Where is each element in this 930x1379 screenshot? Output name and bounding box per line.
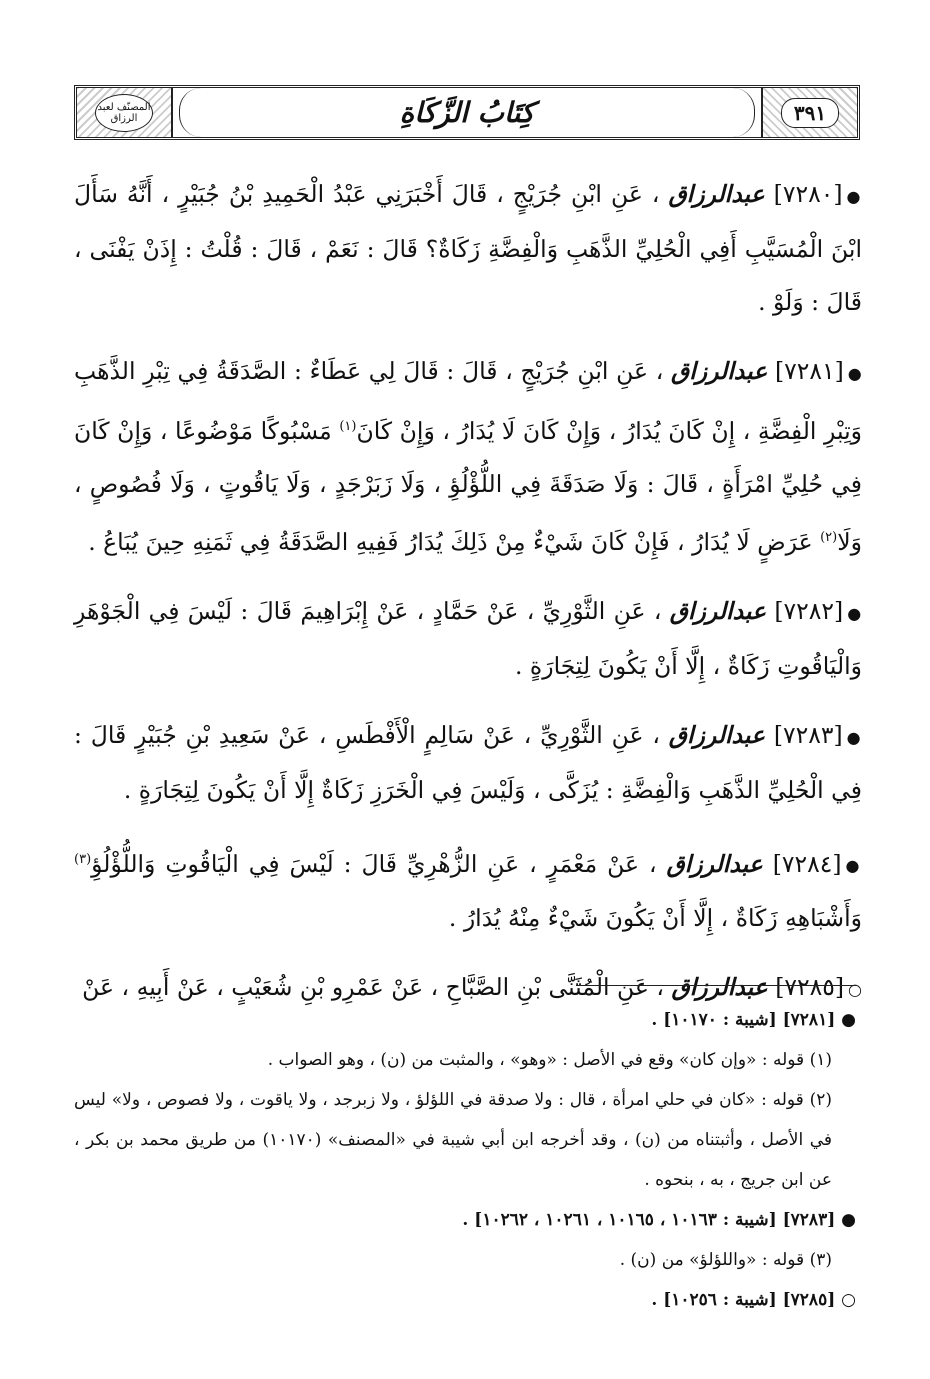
hadith-text: مَسْبُوكًا مَوْضُوعًا ، وَإِنْ كَانَ فِي حُلِيِّ امْرَأَةٍ ، قَالَ : وَلَا صَدَقَةَ فِي اللُّؤْلُؤِ ، وَلَا زَبَرْجَدٍ ، وَلَا يَاقُوتٍ ، وَلَا فُصُوصٍ ، وَلَا <box>74 416 862 556</box>
hadith-text: ، عَنِ الثَّوْرِيِّ ، عَنْ حَمَّادٍ ، عَنْ إِبْرَاهِيمَ قَالَ : لَيْسَ فِي الْجَوْهَرِ وَالْيَاقُوتِ زَكَاةٌ ، إِلَّا أَنْ يَكُونَ لِتِجَارَةٍ . <box>74 596 862 680</box>
hadith-number: [٧٢٨١] <box>774 357 844 385</box>
footnotes <box>74 1000 856 1320</box>
bullet-icon: ● <box>847 364 862 383</box>
hadith-number: [٧٢٨٤] <box>772 849 842 878</box>
page-number-frame <box>761 88 857 137</box>
source-reference: ○ [٧٢٨٥] [شيبة : ١٠٢٥٦] . <box>651 1290 856 1310</box>
hadith-text: ، عَنِ ابْنِ جُرَيْجٍ ، قَالَ أَخْبَرَنِي عَبْدُ الْحَمِيدِ بْنُ جُبَيْرٍ ، أَنَّهُ سَأَلَ ابْنَ الْمُسَيَّبِ أَفِي الْحُلِيِّ الذَّهَبِ وَالْفِضَّةِ زَكَاةٌ؟ قَالَ : نَعَمْ ، قَالَ : قُلْتُ : إِذَنْ يَفْنَى ، قَالَ : وَلَوْ . <box>74 180 862 316</box>
footnote-marker[interactable]: (١) <box>339 419 357 434</box>
hadith-entry <box>74 345 862 569</box>
hadith-text: ، عَنْ مَعْمَرٍ ، عَنِ الزُّهْرِيِّ قَالَ : لَيْسَ فِي الْيَاقُوتِ وَاللُّؤْلُؤِ <box>91 849 657 878</box>
hadith-text: ، عَنِ الْمُثَنَّى بْنِ الصَّبَّاحِ ، عَنْ عَمْرِو بْنِ شُعَيْبٍ ، عَنْ أَبِيهِ ، عَنْ <box>82 973 664 1002</box>
source-reference: ● [٧٢٨٣] [شيبة : ١٠١٦٣ ، ١٠١٦٥ ، ١٠٢٦١ ، ١٠٢٦٢] . <box>462 1210 856 1230</box>
hadith-number: [٧٢٨٠] <box>773 180 843 208</box>
author: عبدالرزاق <box>666 849 763 878</box>
author: عبدالرزاق <box>669 596 767 625</box>
hadith-entry <box>74 585 862 693</box>
footnote: (٣) قوله : «واللؤلؤ» من (ن) . <box>619 1250 832 1270</box>
hadith-text: ، عَنِ الثَّوْرِيِّ ، عَنْ سَالِمٍ الْأَفْطَسِ ، عَنْ سَعِيدِ بْنِ جُبَيْرٍ قَالَ : فِي الْحُلِيِّ الذَّهَبِ وَالْفِضَّةِ : يُزَكَّى ، وَلَيْسَ فِي الْخَرَزِ زَكَاةٌ إِلَّا أَنْ يَكُونَ لِتِجَارَةٍ . <box>74 720 862 804</box>
hadith-number: [٧٢٨٥] <box>775 973 845 1002</box>
author: عبدالرزاق <box>671 973 768 1002</box>
bullet-icon: ● <box>846 727 862 747</box>
footnote: (٢) قوله : «كان في حلي امرأة ، قال : ولا صدقة في اللؤلؤ ، ولا زبرجد ، ولا ياقوت ، ولا فصوص ، ولا» ليس في الأصل ، وأثبتناه من (ن) ، وقد أخرجه ابن أبي شيبة في «المصنف» (١٠١٧٠) من طريق محمد بن بكر ، عن ابن جريج ، به ، بنحوه . <box>74 1090 832 1190</box>
hadith-text: وَأَشْبَاهِهِ زَكَاةٌ ، إِلَّا أَنْ يَكُونَ شَيْءٌ مِنْهُ يُدَارُ . <box>448 904 862 933</box>
author: عبدالرزاق <box>668 180 765 208</box>
bullet-icon: ● <box>845 856 862 876</box>
main-text <box>74 168 862 1032</box>
source-reference: ● [٧٢٨١] [شيبة : ١٠١٧٠] . <box>651 1010 856 1030</box>
page-number: ٣٩١ <box>781 98 839 128</box>
author: عبدالرزاق <box>671 357 768 385</box>
hadith-text: عَرَضٍ لَا يُدَارُ ، فَإِنْ كَانَ شَيْءٌ مِنْ ذَلِكَ يُدَارُ فَفِيهِ الصَّدَقَةُ فِي ثَمَنِهِ حِينَ يُبَاعُ . <box>88 527 813 556</box>
bullet-icon: ● <box>847 603 862 623</box>
book-logo: المصنّف لعبد الرزاق <box>95 94 153 132</box>
hadith-entry <box>74 168 862 329</box>
hadith-entry <box>74 709 862 817</box>
logo-frame <box>77 88 173 137</box>
author: عبدالرزاق <box>668 720 765 749</box>
footnote-divider <box>576 985 856 986</box>
hadith-text: ، عَنِ ابْنِ جُرَيْجٍ ، قَالَ : قَالَ لِي عَطَاءٌ : الصَّدَقَةُ فِي تِبْرِ الذَّهَبِ وَتِبْرِ الْفِضَّةِ ، إِنْ كَانَ يُدَارُ ، وَإِنْ كَانَ لَا يُدَارُ ، وَإِنْ كَانَ <box>74 357 862 445</box>
hadith-number: [٧٢٨٢] <box>774 596 844 625</box>
hadith-number: [٧٢٨٣] <box>773 720 843 749</box>
book-title: كِتَابُ الزَّكَاةِ <box>179 88 755 137</box>
page-header <box>74 85 860 140</box>
bullet-icon: ● <box>846 187 862 206</box>
footnote: (١) قوله : «وإن كان» وقع في الأصل : «وهو» ، والمثبت من (ن) ، وهو الصواب . <box>267 1050 832 1070</box>
hadith-entry <box>74 833 862 946</box>
bullet-icon: ○ <box>848 980 862 1000</box>
footnote-marker[interactable]: (٣) <box>74 851 92 867</box>
footnote-marker[interactable]: (٢) <box>820 529 838 545</box>
